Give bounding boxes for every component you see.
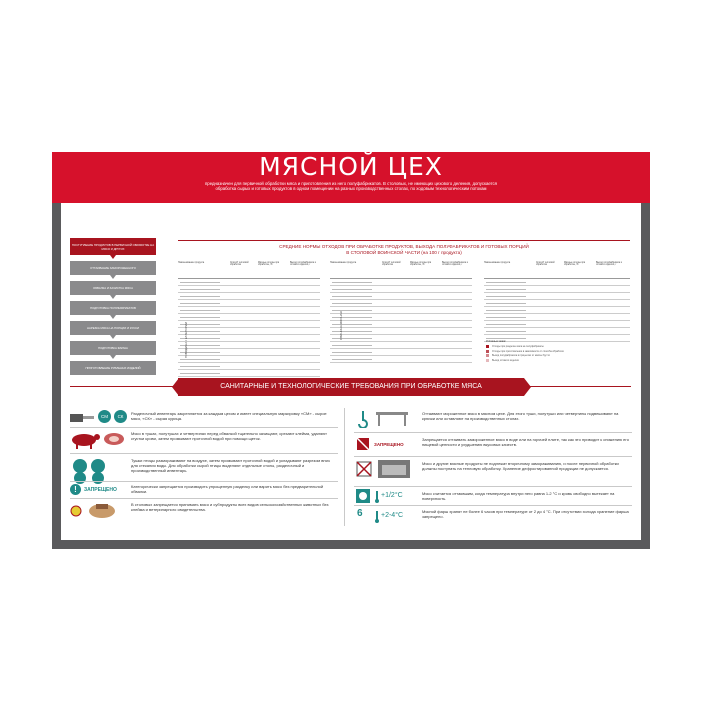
column-divider [344,408,345,526]
forbidden-label: ЗАПРЕЩЕНО [374,442,404,447]
step-item: НАРЕЗКА МЯСА НА ПОРЦИИ И КУСКИ [70,321,156,335]
legend-swatch [486,354,489,357]
step-item: ОТТАИВАНИЕ ЗАМОРОЖЕННОГО [70,261,156,275]
table-row [330,335,472,342]
temp-readout: +2-4°C [381,512,404,519]
legend-item: Отходы при приготовлении в зависимости от способа обработки [486,350,634,353]
divider [354,505,632,506]
table-row [178,279,320,286]
row-placeholder [180,366,220,367]
table-row [178,307,320,314]
divider [70,453,338,454]
legend-item: Отходы при разделке мяса на полуфабрикаты [486,345,634,348]
row-placeholder [180,289,220,290]
row-placeholder [486,324,526,325]
table-row [484,307,630,314]
hours-icon: 6 [357,508,363,519]
rule-right-2: Запрещается оттаивать замороженное мясо в воде или на горячей плите, так как это приводит к снижению его пищевой ценности и ухудшению вкусовых качеств. [422,437,629,447]
banner-chevron-right [524,378,531,396]
row-placeholder [486,317,526,318]
table-row [178,314,320,321]
table-header: Наименование продукта Способ тепловой обработки Мясные отходы при обработке, % Выход полуфабриката и готового изделия, г [330,262,472,279]
rule-left-3: Тушки птицы размораживают на воздухе, затем промывают проточной водой и укладывают разрезом вниз для стекания воды. Для обработки сырой птицы выделяют отдельные столы, разделочный и производственный инвентарь. [131,458,330,473]
cow-icon [70,431,100,454]
table-row [330,286,472,293]
norms-table-beef [178,262,320,377]
table-row [178,335,320,342]
rule-left-1: Разделочный инвентарь закрепляется за каждым цехом и имеет специальную маркировку «СМ» - сырое мясо, «СК» - сырая курица. [131,411,327,421]
row-placeholder [332,317,372,318]
hook-icon [356,410,370,433]
step-item: ПОДГОТОВКА ФАРША [70,341,156,355]
table-row [178,300,320,307]
table-row [178,342,320,349]
legend-swatch [486,345,489,348]
row-placeholder [332,310,372,311]
legend-title: Условные знаки: [486,340,506,343]
row-placeholder [486,331,526,332]
table-row [330,321,472,328]
table-row [178,356,320,363]
row-placeholder [332,345,372,346]
warning-icon: ! [70,484,81,495]
temp-readout: +1/2°C [381,492,403,499]
row-placeholder [332,303,372,304]
legend [486,340,634,363]
row-placeholder [332,338,372,339]
row-placeholder [180,303,220,304]
table-row [330,342,472,349]
row-placeholder [486,296,526,297]
table-header: Наименование продукта Способ тепловой обработки Мясные отходы при обработке, % Выход полуфабриката и готового изделия, г [484,262,630,279]
table-row [484,286,630,293]
table-row [330,279,472,286]
row-placeholder [332,296,372,297]
rule-right-3: Мясо и другие мясные продукты не подлежат вторичному замораживанию, и после первичной обработки должны поступать на тепловую обработку. Хранение дефростированной продукции не допускается. [422,461,619,471]
norms-table-pork [330,262,472,363]
rule-right-1: Оттаивают мороженное мясо в мясном цехе. Для этого туши, полутуши или четвертины подвешивают на крючки или оставляют на производственных столах. [422,411,619,421]
legend-swatch [486,359,489,362]
table-row [484,314,630,321]
divider [70,481,338,482]
badge-sk: СК [114,410,127,423]
table-row [330,300,472,307]
rule-left-4: Категорически запрещается производить упрощенную разделку или варить мясо без предварительной обвалки. [131,484,324,494]
rule-left-5: В столовых запрещается принимать мясо и субпродукты всех видов сельскохозяйственных животных без клейма и ветеринарного свидетельства. [131,502,329,512]
divider [354,456,632,457]
no-water-icon [356,437,370,456]
oven-icon [378,460,410,483]
divider [70,498,338,499]
stamp-icon [70,502,116,525]
row-placeholder [332,359,372,360]
table-row [178,286,320,293]
rule-right-4: Мясо считается оттаявшим, когда температура внутри него равна 1-2 °С и кровь свободно вытекает на поверхность. [422,491,615,501]
row-placeholder [332,282,372,283]
rule-right-5: Мясной фарш хранят не более 6 часов при температуре от 2 до 4 °С. При отсутствии холода хранение фарша запрещено. [422,509,629,519]
norms-title-line2: В СТОЛОВОЙ ВОИНСКОЙ ЧАСТИ (на 100 г продукта) [346,250,462,255]
thermometer-icon [374,510,380,528]
norms-title [178,240,630,256]
table-row [484,328,630,335]
legend-swatch [486,350,489,353]
table-row [484,300,630,307]
banner-line-left [70,386,174,387]
forbidden-label: ЗАПРЕЩЕНО [84,487,117,493]
page-subtitle: предназначен для первичной обработки мяса и приготовления из него полуфабрикатов. В столовых, не имеющих цехового деления, допускается обработка сырых и готовых продуктов в одном помещении на разных производственных столах, по ходовым технологическим потокам [204,181,497,191]
row-placeholder [486,338,526,339]
legend-item: Выход полуфабриката в процентах от массы брутто [486,354,634,357]
table-row [330,314,472,321]
row-placeholder [486,303,526,304]
badge-sm: СМ [98,410,111,423]
table-label-beef: ГОВЯДИНА I КАТЕГОРИИ [184,321,188,358]
row-placeholder [332,289,372,290]
divider [354,432,632,433]
step-item: ПОДГОТОВКА ПОЛУФАБРИКАТОВ [70,301,156,315]
banner-line-right [528,386,631,387]
row-placeholder [180,359,220,360]
table-row [330,293,472,300]
legend-item: Выход готового изделия [486,359,634,362]
table-label-pork: СВИНИНА МЯСНАЯ [339,311,343,340]
step-item: ПОСТУПЛЕНИЕ ПРОДУКТОВ В ПЕРВИЧНОЙ ОБРАБОТКЕ НА МЯСО И ДРУГИХ [70,238,156,255]
table-row [178,370,320,377]
section-banner: САНИТАРНЫЕ И ТЕХНОЛОГИЧЕСКИЕ ТРЕБОВАНИЯ ПРИ ОБРАБОТКЕ МЯСА [178,378,524,396]
rule-left-2: Мясо в тушах, полутушах и четвертинах перед обвалкой тщательно зачищают, срезают клейма, удаляют сгустки крови, затем промывают проточной водой при помощи щеток. [131,431,327,441]
row-placeholder [332,331,372,332]
meat-icon [102,431,126,452]
table-row [484,293,630,300]
table-row [484,321,630,328]
norms-table-other [484,262,630,342]
divider [354,486,632,487]
table-row [178,293,320,300]
header [52,152,650,203]
no-refreeze-icon [356,461,372,482]
table-row [178,363,320,370]
row-placeholder [486,282,526,283]
table-row [178,349,320,356]
table-header: Наименование продукта Способ тепловой обработки Мясные отходы при обработке, % Выход полуфабриката и готового изделия, г [178,262,320,279]
row-placeholder [180,282,220,283]
process-steps [70,238,156,381]
table-rows [484,279,630,342]
divider [70,427,338,428]
norms-title-line1: СРЕДНИЕ НОРМЫ ОТХОДОВ ПРИ ОБРАБОТКЕ ПРОДУКТОВ, ВЫХОДА ПОЛУФАБРИКАТОВ И ГОТОВЫХ ПОРЦИЙ [279,244,529,249]
row-placeholder [486,310,526,311]
table-row [330,349,472,356]
row-placeholder [486,289,526,290]
table-row [330,328,472,335]
table-icon [376,410,408,431]
step-item: ПРИГОТОВЛЕНИЕ РУБЛЕНЫХ ИЗДЕЛИЙ [70,361,156,375]
table-rows [330,279,472,363]
page-title: МЯСНОЙ ЦЕХ [259,152,443,181]
row-placeholder [332,352,372,353]
table-row [484,279,630,286]
row-placeholder [180,310,220,311]
row-placeholder [180,296,220,297]
row-placeholder [332,324,372,325]
table-row [330,356,472,363]
table-rows [178,279,320,377]
step-item: ОБВАЛКА И ЗАЧИСТКА МЯСА [70,281,156,295]
table-row [330,307,472,314]
table-row [178,328,320,335]
row-placeholder [180,317,220,318]
table-row [178,321,320,328]
row-placeholder [180,373,220,374]
